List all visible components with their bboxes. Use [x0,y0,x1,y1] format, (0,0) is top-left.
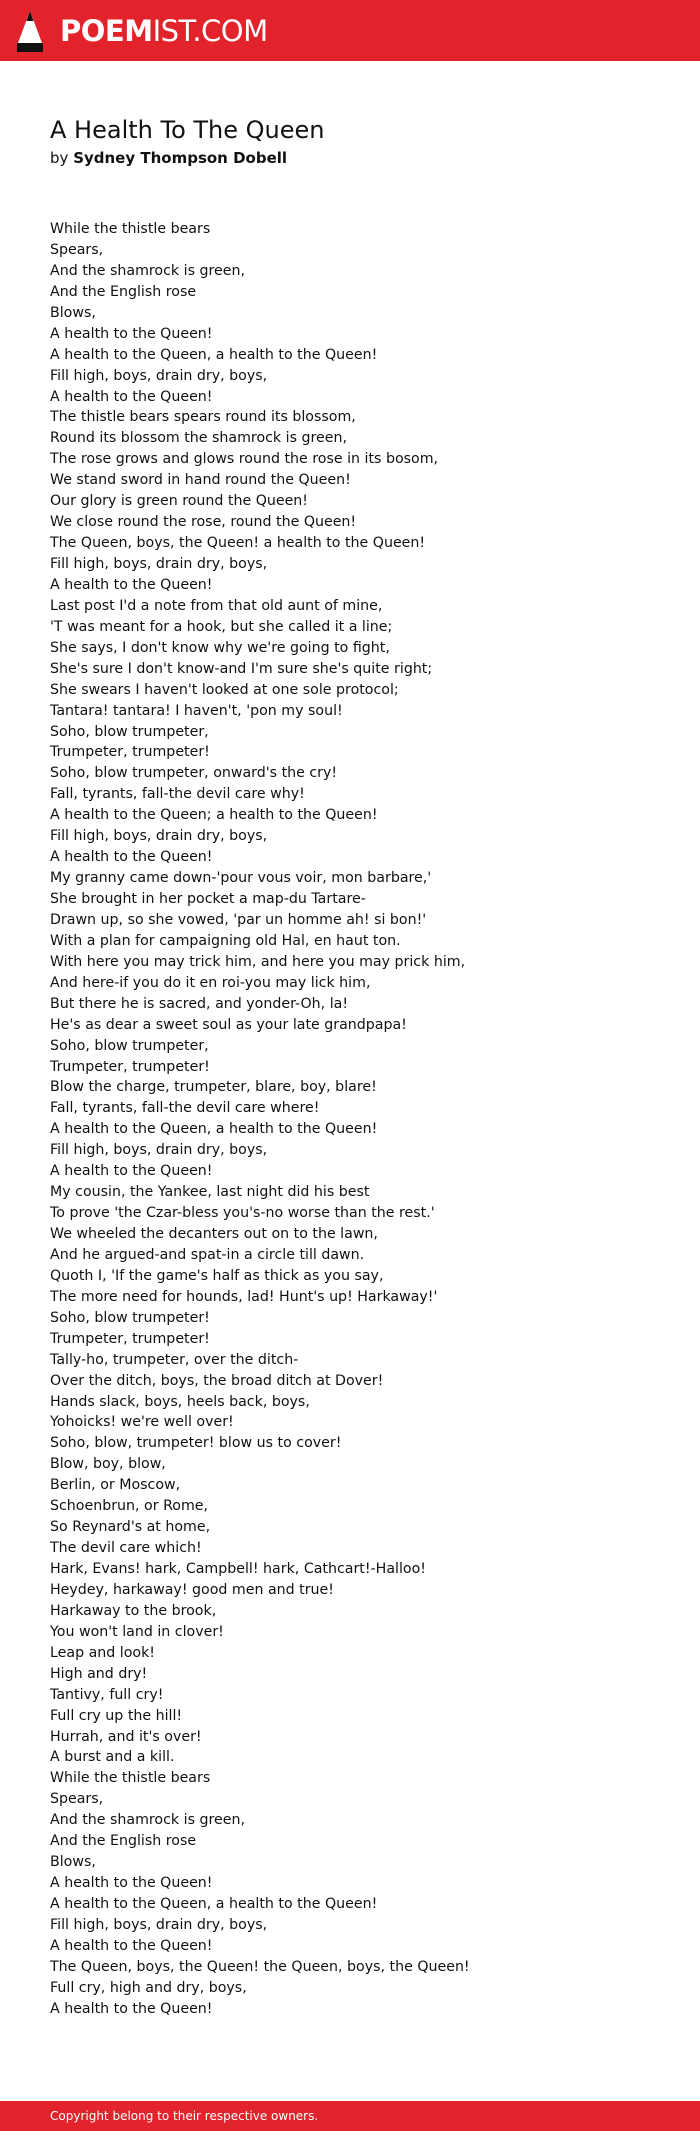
poem-line: Round its blossom the shamrock is green, [50,430,347,447]
poem-line: Full cry up the hill! [50,1707,183,1724]
poem-line: But there he is sacred, and yonder-Oh, la! [50,995,349,1012]
poem-line: Schoenbrun, or Rome, [50,1498,209,1515]
poem-line: While the thistle bears [50,221,211,237]
poem-line: Soho, blow trumpeter, [50,723,209,740]
poem-line: A health to the Queen! [50,1163,213,1180]
poem-line: Fill high, boys, drain dry, boys, [50,828,268,845]
poem-line: A health to the Queen! [50,325,213,342]
poem-line: She says, I don't know why we're going to fight, [50,639,390,656]
pencil-tip-icon [16,10,44,52]
poem-line: The more need for hounds, lad! Hunt's up! Harkaway!' [50,1288,438,1305]
poem-line: With here you may trick him, and here you may prick him, [50,953,466,970]
poem-line: We close round the rose, round the Queen! [50,514,357,531]
poem-line: A health to the Queen, a health to the Queen! [50,346,378,363]
poem-line: And here-if you do it en roi-you may lick him, [50,974,371,991]
poem-line: Soho, blow trumpeter! [50,1309,210,1326]
site-header [0,0,700,61]
poem-line: And the English rose [50,283,197,300]
poem-line: A health to the Queen! [50,2000,213,2017]
poem-line: Leap and look! [50,1644,155,1661]
poem-line: Hark, Evans! hark, Campbell! hark, Cathcart!-Halloo! [50,1561,426,1577]
byline-label: by [50,149,69,167]
poem-line: You won't land in clover! [50,1623,224,1640]
poem-line: Fill high, boys, drain dry, boys, [50,367,268,384]
poem-line: We wheeled the decanters out on to the lawn, [50,1226,378,1242]
poem-line: A burst and a kill. [50,1749,175,1766]
poem-line: Quoth I, 'If the game's half as thick as you say, [50,1267,384,1284]
poem-line: Fall, tyrants, fall-the devil care where! [50,1100,320,1117]
poem-line: The thistle bears spears round its blossom, [50,409,356,426]
poem-line: Yohoicks! we're well over! [50,1414,234,1431]
poem-line: Tantara! tantara! I haven't, 'pon my soul! [50,702,343,719]
poem-line: My granny came down-'pour vous voir, mon barbare,' [50,870,432,887]
poem-line: The rose grows and glows round the rose in its bosom, [50,451,439,468]
poem-line: A health to the Queen! [50,1937,213,1954]
poem-line: Fill high, boys, drain dry, boys, [50,1142,268,1159]
site-footer [0,2101,700,2131]
poem-line: She brought in her pocket a map-du Tartare- [50,891,366,907]
poem-line: Fill high, boys, drain dry, boys, [50,1916,268,1933]
poem-line: Tantivy, full cry! [50,1686,164,1703]
poem-line: With a plan for campaigning old Hal, en haut ton. [50,932,401,949]
poem-line: Tally-ho, trumpeter, over the ditch- [50,1351,299,1368]
poem-line: Trumpeter, trumpeter! [50,744,210,761]
poem-line: Spears, [50,241,104,258]
poem-line: The Queen, boys, the Queen! a health to the Queen! [50,535,426,552]
poem-line: So Reynard's at home, [50,1519,211,1536]
poem-line: And the shamrock is green, [50,1812,245,1829]
poem-line: She's sure I don't know-and I'm sure she's quite right; [50,660,433,677]
site-logo-link[interactable] [16,10,268,52]
poem-line: High and dry! [50,1665,148,1682]
brand-light: IST.COM [152,14,268,48]
poem-line: Soho, blow, trumpeter! blow us to cover! [50,1435,342,1452]
poem-line: A health to the Queen! [50,1875,213,1892]
poem-line: To prove 'the Czar-bless you's-no worse than the rest.' [50,1205,435,1222]
poem-line: Blows, [50,1854,96,1871]
poem-line: A health to the Queen! [50,576,213,593]
poem-line: A health to the Queen, a health to the Queen! [50,1121,378,1138]
poem-line: Blows, [50,304,96,321]
poem-line: Soho, blow trumpeter, [50,1037,209,1054]
poem-line: We stand sword in hand round the Queen! [50,472,351,489]
poem-line: Heydey, harkaway! good men and true! [50,1581,334,1598]
poem-line: Blow the charge, trumpeter, blare, boy, blare! [50,1079,377,1096]
poem-byline [50,147,287,169]
poem-line: Berlin, or Moscow, [50,1477,181,1494]
poem-line: He's as dear a sweet soul as your late grandpapa! [50,1016,407,1033]
poem-line: And the shamrock is green, [50,262,245,279]
poem-body [50,219,470,2020]
poem-line: Last post I'd a note from that old aunt of mine, [50,597,383,614]
site-logo-text [60,10,268,52]
poem-line: The Queen, boys, the Queen! the Queen, boys, the Queen! [50,1958,470,1975]
poem-line: Blow, boy, blow, [50,1456,166,1473]
poem-line: Our glory is green round the Queen! [50,493,308,510]
poem-line: A health to the Queen! [50,849,213,866]
poem-line: And the English rose [50,1833,197,1850]
poem-author: Sydney Thompson Dobell [73,149,288,167]
poem-line: While the thistle bears [50,1770,211,1787]
poem-line: Hands slack, boys, heels back, boys, [50,1393,310,1410]
poem-line: Over the ditch, boys, the broad ditch at Dover! [50,1372,384,1389]
poem-line: She swears I haven't looked at one sole protocol; [50,681,399,698]
poem-line: Drawn up, so she vowed, 'par un homme ah! si bon!' [50,911,427,928]
poem-line: Harkaway to the brook, [50,1602,217,1619]
copyright-notice: Copyright belong to their respective owners. [50,2109,319,2123]
poem-line: A health to the Queen! [50,388,213,405]
poem-line: Full cry, high and dry, boys, [50,1979,247,1996]
poem-line: Fall, tyrants, fall-the devil care why! [50,786,305,803]
poem-line: Trumpeter, trumpeter! [50,1330,210,1347]
poem-line: Trumpeter, trumpeter! [50,1058,210,1075]
poem-line: 'T was meant for a hook, but she called it a line; [50,618,393,635]
poem-line: The devil care which! [50,1540,202,1557]
brand-strong: POEM [60,14,153,48]
poem-line: Fill high, boys, drain dry, boys, [50,556,268,572]
poem-line: My cousin, the Yankee, last night did his best [50,1184,370,1201]
poem-line: Soho, blow trumpeter, onward's the cry! [50,765,338,782]
poem-line: Spears, [50,1791,104,1808]
poem-line: And he argued-and spat-in a circle till dawn. [50,1246,365,1263]
poem-line: Hurrah, and it's over! [50,1728,202,1745]
poem-line: A health to the Queen; a health to the Queen! [50,807,378,824]
poem-line: A health to the Queen, a health to the Queen! [50,1896,378,1912]
poem-title: A Health To The Queen [50,116,325,144]
